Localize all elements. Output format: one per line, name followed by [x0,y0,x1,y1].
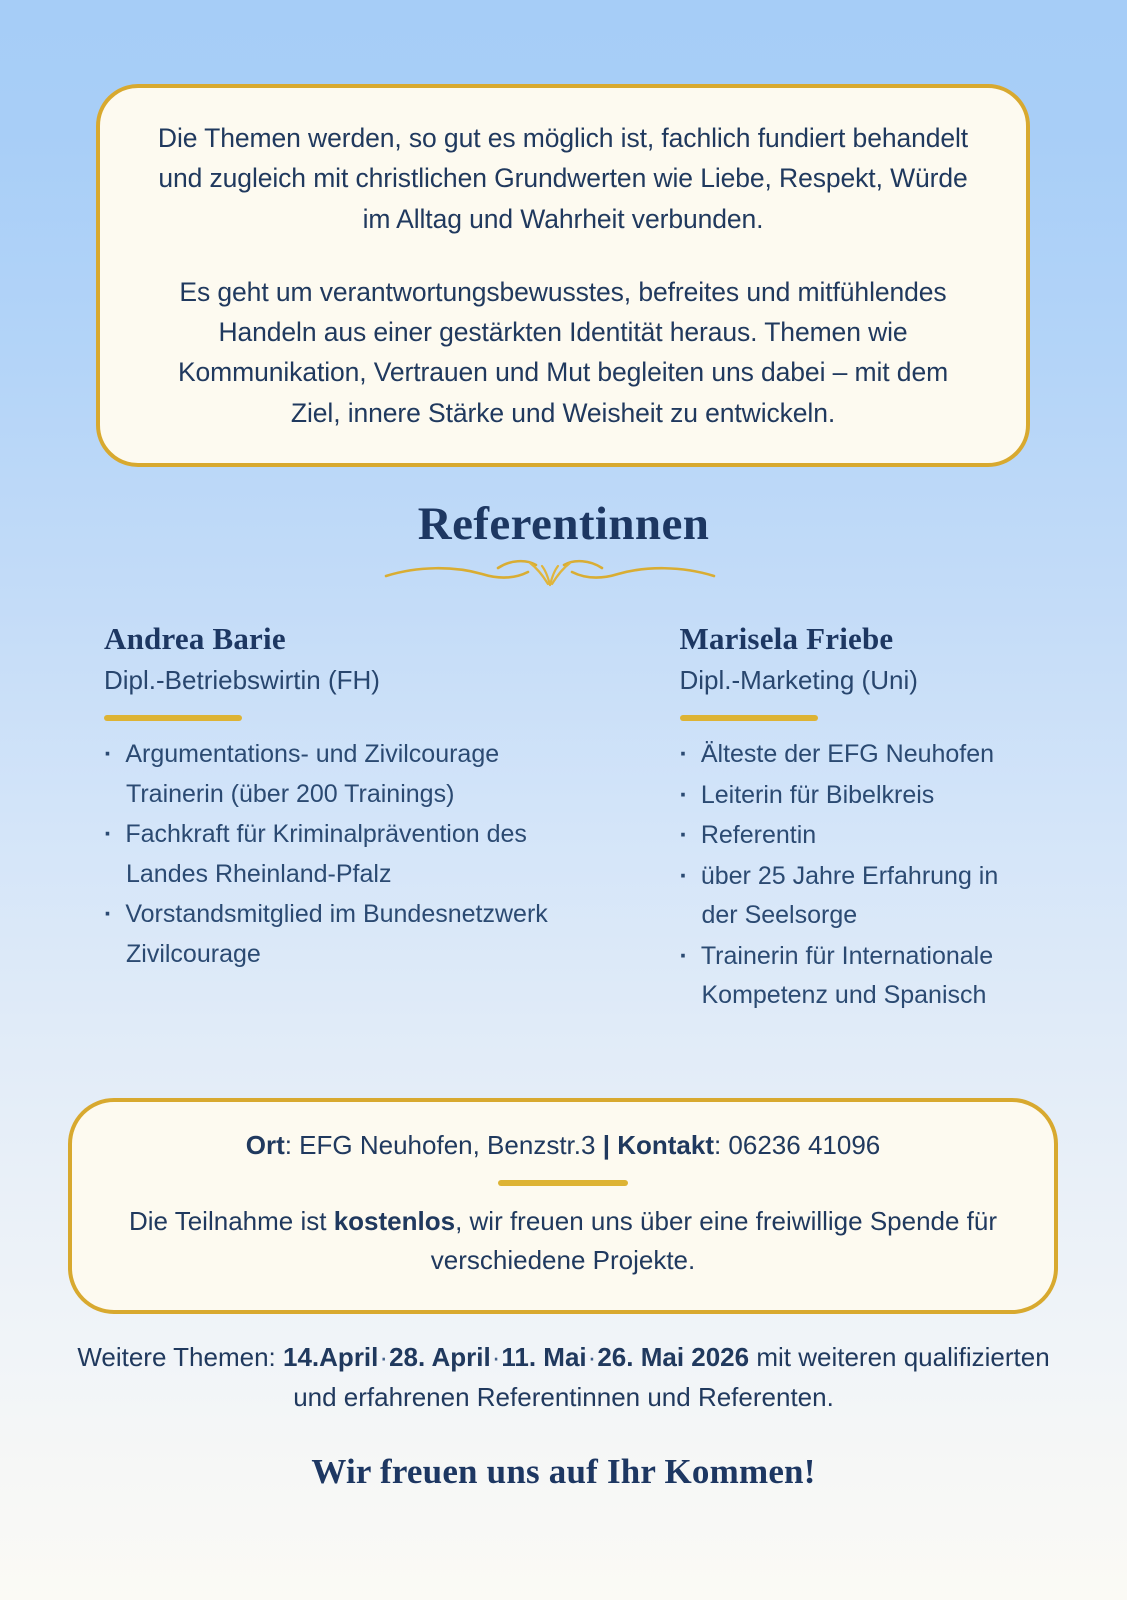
speaker-card-marisela-friebe [564,622,1024,1017]
list-item: · Älteste der EFG Neuhofen [680,735,1024,775]
date-separator: · [587,1342,597,1372]
venue-contact-line [118,1129,1008,1163]
gold-rule-divider [680,715,818,721]
contact-value: : 06236 41096 [713,1130,881,1160]
date-separator: · [491,1342,501,1372]
intro-paragraph-2: Es geht um verantwortungsbewusstes, befreites und mitfühlendes Handeln aus einer gestärkten Identität heraus. Themen wie Kommunikation, Vertrauen und Mut begleiten uns dabei – mit dem Ziel, innere Stärke und Weisheit zu entwickeln. [177,276,949,428]
closing-message: Wir freuen uns auf Ihr Kommen! [311,1452,816,1491]
list-item: · Trainerin für Internationale Kompetenz und Spanisch [680,937,1024,1016]
speakers-heading: Referentinnen [417,498,710,550]
intro-card [96,84,1030,467]
date-1: 14.April [283,1342,379,1372]
speaker-name: Andrea Barie [104,621,286,656]
location-label: Ort [245,1130,285,1160]
list-item: · Argumentations- und Zivilcourage Trainerin (über 200 Trainings) [104,735,564,814]
participation-highlight: kostenlos [333,1205,456,1236]
date-3: 11. Mai [501,1342,587,1372]
footer-block [0,1338,1127,1417]
gold-rule-divider [104,715,242,721]
intro-spacer [152,239,974,272]
contact-label: Kontakt [617,1130,714,1160]
participation-prefix: Die Teilnahme ist [128,1205,334,1236]
participation-suffix: , wir freuen uns über eine freiwillige Spende für verschiedene Projekte. [430,1205,998,1275]
venue-contact-card [68,1098,1058,1314]
gold-rule-divider [498,1180,628,1186]
participation-note [118,1202,1008,1280]
speaker-card-andrea-barie [104,622,564,1017]
upcoming-topics-suffix: mit weiteren qualifizierten und erfahrenen Referentinnen und Referenten. [293,1342,1050,1412]
intro-paragraph-1: Die Themen werden, so gut es möglich ist, fachlich fundiert behandelt und zugleich mit christlichen Grundwerten wie Liebe, Respekt, Würde im Alltag und Wahrheit verbunden. [157,123,969,234]
flourish-divider-icon [380,552,720,588]
list-item: · über 25 Jahre Erfahrung in der Seelsorge [680,857,1024,936]
date-2: 28. April [389,1342,491,1372]
speaker-credentials-list [680,735,1024,1016]
date-4: 26. Mai 2026 [597,1342,750,1372]
list-item: · Referentin [680,816,1024,856]
date-separator: · [379,1342,389,1372]
list-item: · Fachkraft für Kriminalprävention des Landes Rheinland-Pfalz [104,815,564,894]
speaker-role: Dipl.-Marketing (Uni) [679,665,918,696]
speaker-credentials-list [104,735,564,974]
list-item: · Leiterin für Bibelkreis [680,776,1024,816]
list-item: · Vorstandsmitglied im Bundesnetzwerk Zivilcourage [104,895,564,974]
upcoming-topics-prefix: Weitere Themen: [77,1342,284,1372]
location-value: : EFG Neuhofen, Benzstr.3 [284,1130,603,1160]
pipe-divider: | [602,1130,610,1160]
speaker-name: Marisela Friebe [679,621,894,656]
upcoming-topics-line [70,1338,1057,1417]
speaker-role: Dipl.-Betriebswirtin (FH) [104,665,380,696]
speakers-columns [0,622,1127,1017]
